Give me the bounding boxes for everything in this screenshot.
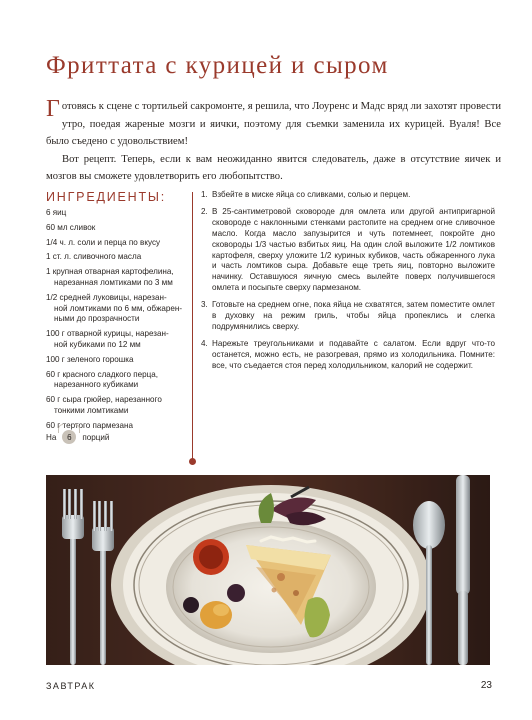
servings	[46, 430, 109, 444]
step-item: 2. В 25-сантиметровой сковороде для омлета или другой антипригарной сковороде с наклонными стенками растопите на среднем огне сливочное масло. Когда масло запузырится и чуть потемнеет, покройте дно сковороды 1/3 частью взбитых яиц. На один слой выложите 1/2 ломтиков картофеля, сверху уложите 1/2 куриных кубиков, часть обжаренного лука и часть ломтиков сыра. Добавьте еще треть яиц, повторно выложите начинку. Оставшуюся яичную смесь вылейте поверх получившегося омлета и посыпьте сверху пармезаном.	[201, 206, 495, 293]
ingredient-item: 60 мл сливок	[46, 222, 96, 232]
intro-text	[46, 98, 501, 186]
ingredient-item: 100 г отварной курицы, нарезан- ной кубиками по 12 мм	[46, 329, 169, 349]
ingredient-item: 1 крупная отварная картофелина, нарезанная ломтиками по 3 мм	[46, 267, 174, 287]
intro-paragraph-2: Вот рецепт. Теперь, если к вам неожиданно явится следователь, даже в отсутствие яичек и мозгов вы сможете удовлетворить его любопытство.	[46, 153, 501, 182]
servings-prefix: На	[46, 432, 57, 442]
servings-badge-icon: 6	[62, 430, 76, 444]
drop-cap: Г	[46, 96, 60, 122]
intro-paragraph-1: Готовясь к сцене с тортильей сакромонте, я решила, что Лоуренс и Мадс вряд ли захотят провести утро, поедая жареные мозги и яички, поэтому для съемки заменила их курицей. Вуаля! Все было съедено с удовольствием!	[46, 96, 501, 147]
ingredient-item: 60 г сыра грюйер, нарезанного тонкими ломтиками	[46, 395, 162, 415]
step-item: 3. Готовьте на среднем огне, пока яйца не схватятся, затем поместите омлет в духовку на режим гриль, чтобы яйца пропеклись и слегка подрумянились сверху.	[201, 300, 495, 331]
ingredient-item: 1/4 ч. л. соли и перца по вкусу	[46, 237, 161, 247]
ingredients-list	[46, 208, 191, 436]
ingredient-item: 6 яиц	[46, 208, 67, 217]
step-item: 1. Взбейте в миске яйца со сливками, солью и перцем.	[201, 190, 411, 199]
dish-photo	[46, 475, 490, 665]
ingredient-item: 100 г зеленого горошка	[46, 354, 134, 364]
ingredient-item: 1/2 средней луковицы, нарезан- ной ломтиками по 6 мм, обжарен- ными до прозрачности	[46, 292, 183, 324]
divider-dot	[189, 458, 196, 465]
column-divider	[192, 192, 193, 462]
ingredient-item: 1 ст. л. сливочного масла	[46, 252, 142, 262]
page-number: 23	[480, 680, 492, 691]
ingredient-item: 60 г тертого пармезана	[46, 420, 133, 430]
method-steps	[201, 190, 495, 378]
servings-suffix: порций	[82, 432, 110, 442]
recipe-title: Фриттата с курицей и сыром	[46, 52, 389, 79]
step-item: 4. Нарежьте треугольниками и подавайте с салатом. Если вдруг что-то останется, можно есть, не разогревая, прямо из холодильника. Помните: все, что съедается стоя перед холодильником, калорий не содержит.	[201, 338, 495, 370]
section-name: ЗАВТРАК	[46, 681, 96, 691]
ingredient-item: 60 г красного сладкого перца, нарезанного кубиками	[46, 369, 158, 390]
ingredients-heading: ИНГРЕДИЕНТЫ:	[46, 190, 167, 204]
